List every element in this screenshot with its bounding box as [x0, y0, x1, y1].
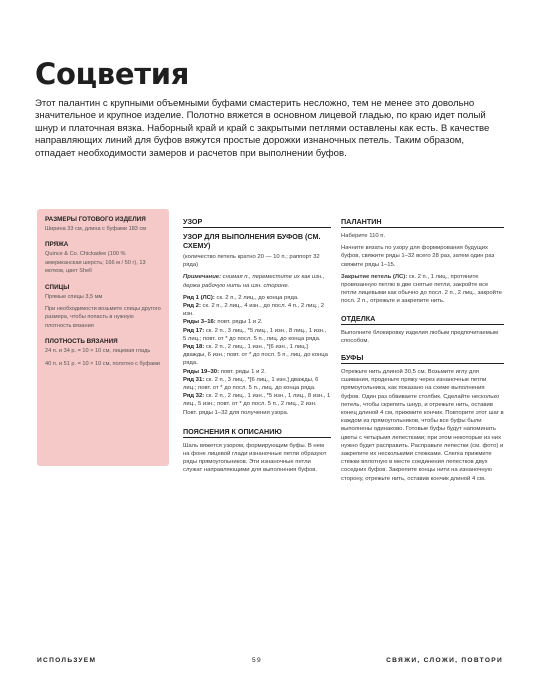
row-label: Ряд 32:: [183, 393, 205, 400]
row-text: повт. ряды 1 и 2.: [220, 368, 266, 375]
sidebar-heading-gauge: ПЛОТНОСТЬ ВЯЗАНИЯ: [45, 338, 118, 346]
footer-section-title: ИСПОЛЬЗУЕМ: [37, 657, 97, 664]
heading-rule: [341, 227, 504, 228]
row-text: ск. 2 п., 3 лиц., *[6 лиц., 1 изн.] дважды, 6 лиц.; повт. от * до посл. 5 п., лиц. до конца ряда.: [183, 376, 319, 392]
pattern-repeat-note: [183, 409, 331, 417]
row-label: Ряд 31:: [183, 376, 205, 383]
row-text: повт. ряды 1 и 2.: [217, 319, 263, 326]
sidebar-text-gauge-puffs: 40 п. и 51 р. = 10 × 10 см, полотно с буфами: [45, 360, 161, 367]
explanations-heading: ПОЯСНЕНИЯ К ОПИСАНИЮ: [183, 426, 282, 436]
row-label: Ряд 17:: [183, 327, 205, 334]
pattern-row: [183, 368, 331, 376]
row-label: Ряд 18:: [183, 344, 205, 351]
bind-off-instructions: ск. 2 п., 1 лиц., протяните провязанную петлю в две снятые петли, закройте все петли лицевыми как обычно до посл. 2 п., 2 лиц., закройте посл. 2 п., отрежьте и закрепите нить.: [341, 273, 502, 305]
pattern-row: [183, 294, 331, 302]
pattern-note: [183, 273, 331, 289]
heading-rule: [341, 324, 504, 325]
heading-rule: [183, 437, 331, 438]
stole-heading: ПАЛАНТИН: [341, 217, 382, 226]
pattern-row: [183, 392, 331, 408]
pattern-row: [183, 376, 331, 392]
page-number: 59: [252, 657, 262, 664]
pattern-row: [183, 318, 331, 326]
bind-off-text: [341, 273, 504, 306]
row-label: Ряд 2:: [183, 303, 201, 310]
footer-book-title: СВЯЖИ, СЛОЖИ, ПОВТОРИ: [386, 657, 503, 664]
sidebar-text-needles-note: При необходимости возьмите спицы другого размера, чтобы попасть в нужную плотность вязания: [45, 306, 161, 329]
note-label: Примечание:: [183, 274, 222, 281]
sidebar-text-size: Ширина 33 см, длина с буфами 183 см: [45, 226, 147, 232]
finishing-text: Выполните блокировку изделия любым предпочитаемым способом.: [341, 329, 499, 344]
page-title: Соцветия: [35, 57, 190, 91]
pattern-row: [183, 302, 331, 318]
row-label: Ряды 3–16:: [183, 319, 216, 326]
row-label: Ряды 19–30:: [183, 368, 220, 375]
pattern-intro: (количество петель кратно 20 — 10 п.; раппорт 32 ряда): [183, 254, 320, 269]
row-text: ск. 2 п., 2 лиц., 1 изн., *[6 изн., 1 лиц.] дважды, 6 изн.; повт. от * до посл. 5 п., лиц. до конца ряда.: [183, 344, 328, 367]
cast-on-text: Наберите 110 п.: [341, 233, 386, 239]
heading-rule: [341, 363, 504, 364]
sidebar-heading-yarn: ПРЯЖА: [45, 241, 69, 249]
sidebar-heading-needles: СПИЦЫ: [45, 283, 70, 291]
instructions-column: [341, 217, 504, 487]
row-text: ск. 2 п., 2 лиц., 4 изн., до посл. 4 п., 2 лиц., 2 изн.: [183, 303, 325, 318]
puffs-heading: БУФЫ: [341, 353, 364, 363]
sidebar-heading-size: РАЗМЕРЫ ГОТОВОГО ИЗДЕЛИЯ: [45, 216, 146, 223]
row-label: Ряд 1 (ЛС):: [183, 294, 215, 301]
row-text: ск. 2 п., 2 лиц., до конца ряда.: [216, 294, 299, 301]
puffs-text: Отрежьте нить длиной 30,5 см. Возьмите иглу для сшивания, проденьте пряжу через изнаночные петли прямоугольника, как показано на схеме выполнения буфов. Один раз обвиваете столбик. Сделайте несколько петель, чтобы скрепить шнур, и отрежьте нить, оставив конец длиной 4 см, прижмите кончик. Повторите этот шаг в каждом из прямоугольников, чтобы все буфы были выполнены одинаково. Готовые буфы будут напоминать цветы с четырьмя лепестками; при этом некоторые из них нужно будет расправить. Расправьте лепестки (см. фото) и закрепите их несколькими стежками. Слегка прижмите стежки вплотную в месте соединения лепестков двух соседних буфов. Закрепите концы нити на изнаночную сторону, отрежьте нить, оставив кончик длиной 4 см.: [341, 369, 504, 482]
materials-sidebar: [37, 209, 169, 466]
intro-paragraph: Этот палантин с крупными объемными буфами смастерить несложно, тем не менее это довольно значительное и крупное изделие. Полотно вяжется в основном лицевой гладью, по краю идет полый шнур и платочная вязка. Наборный край и край с закрытыми петлями оставлены как есть. В качестве направляющих линий для буфов вяжутся простые дорожки изнаночных петель. Таким образом, отпадает необходимости замеров и расчетов при выполнении буфов.: [35, 98, 490, 159]
pattern-heading: УЗОР: [183, 217, 203, 226]
sidebar-text-needles: Прямые спицы 3,5 мм: [45, 293, 103, 300]
heading-rule: [183, 227, 331, 228]
row-text: ск. 2 п., 3 лиц., *5 лиц., 1 изн., 8 лиц., 1 изн., 5 лиц.; повт. от * до посл. 5 п., лиц. до конца ряда.: [183, 327, 327, 342]
explanations-text: Шаль вяжется узором, формирующим буфы. В нем на фоне лицевой глади изнаночные петли образуют ряды прямоугольников. Эти изнаночные петли служат направляющими для выполнения буфов.: [183, 442, 327, 474]
finishing-heading: ОТДЕЛКА: [341, 313, 376, 323]
pattern-subheading: УЗОР ДЛЯ ВЫПОЛНЕНИЯ БУФОВ (СМ. СХЕМУ): [183, 232, 321, 250]
sidebar-text-yarn: Quince & Co. Chickadee (100 % американская шерсть; 166 м / 50 г), 13 мотков, цвет Shell: [45, 251, 146, 275]
pattern-instructions-text: Начните вязать по узору для формирования будущих буфов, свяжите ряды 1–32 всего 28 раз, затем один раз свяжите ряды 1–15.: [341, 245, 495, 268]
pattern-column: [183, 217, 331, 479]
pattern-row: [183, 327, 331, 343]
pattern-row: [183, 343, 331, 368]
row-text: ск. 2 п., 2 лиц., 1 изн., *5 изн., 1 лиц., 8 изн., 1 лиц., 5 изн.; повт. от * до посл. 5 п., 2 лиц., 2 изн.: [183, 393, 331, 408]
note-text: снимая п., переместите их как изн., держа рабочую нить на изн. стороне.: [183, 274, 325, 289]
row-text: Повт. ряды 1–32 для получения узора.: [183, 409, 289, 416]
sidebar-text-gauge: 24 п. и 34 р. = 10 × 10 см, лицевая гладь: [45, 348, 151, 355]
bind-off-label: Закрытие петель (ЛС):: [341, 273, 408, 280]
